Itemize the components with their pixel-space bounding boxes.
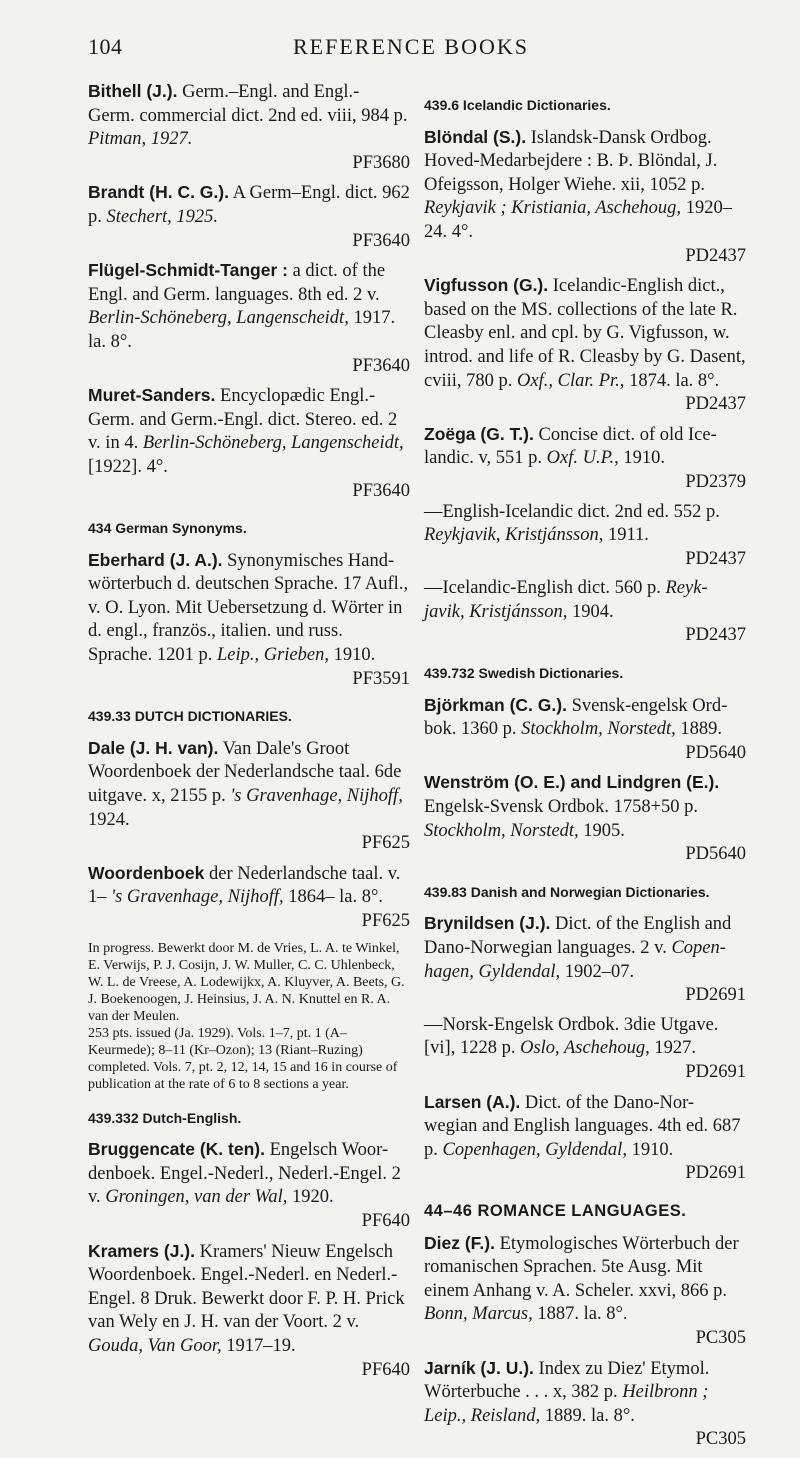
entry-description: Concise dict. of old Ice- landic. v, 551 p. bbox=[424, 424, 717, 469]
entry-imprint: Stockholm, Norstedt, bbox=[424, 820, 579, 841]
entry-imprint: 's Gravenhage, Nijhoff, bbox=[230, 786, 403, 807]
entry-headword: Woordenboek bbox=[88, 862, 205, 883]
shelf-mark: PD2379 bbox=[685, 471, 746, 492]
entry-imprint: Oslo, Aschehoug, bbox=[520, 1038, 650, 1059]
entry-imprint: Heilbronn ; Leip., Reisland, bbox=[424, 1382, 709, 1426]
entry-headword: Blöndal (S.). bbox=[424, 126, 527, 147]
entry-headword: Muret-Sanders. bbox=[88, 385, 216, 406]
bibliography-entry bbox=[88, 549, 410, 692]
entry-description: Germ.–Engl. and Engl.- Germ. commercial dict. 2nd ed. viii, 984 p. bbox=[88, 82, 408, 126]
bibliography-entry bbox=[424, 423, 746, 495]
bibliography-entry bbox=[88, 1240, 410, 1383]
entry-date: 1920. bbox=[292, 1187, 334, 1208]
entry-description: —English-Icelandic dict. 2nd ed. 552 p. bbox=[424, 501, 720, 522]
shelf-mark: PF3640 bbox=[352, 480, 410, 501]
bibliography-entry bbox=[424, 1091, 746, 1186]
shelf-mark: PD2437 bbox=[685, 245, 746, 266]
entry-date: 1910. bbox=[631, 1139, 674, 1160]
entry-headword: Zoëga (G. T.). bbox=[424, 423, 534, 444]
entry-description: Index zu Diez' Etymol. Wörterbuche . . . x, 382 p. bbox=[424, 1358, 710, 1403]
bibliography-entry bbox=[424, 1357, 746, 1452]
bibliography-entry bbox=[88, 181, 410, 253]
page-number: 104 bbox=[88, 34, 123, 59]
shelf-mark: PF625 bbox=[361, 911, 410, 931]
entry-headword: Dale (J. H. van). bbox=[88, 737, 219, 758]
bibliography-entry bbox=[424, 694, 746, 766]
entry-imprint: Berlin-Schöneberg, Langenscheidt, bbox=[88, 308, 349, 329]
bibliography-entry bbox=[424, 1014, 746, 1085]
shelf-mark: PD2437 bbox=[685, 625, 746, 646]
entry-date: 1920– 24. 4°. bbox=[424, 198, 732, 242]
entry-date: 1924. bbox=[88, 809, 130, 830]
entry-headword: Vigfusson (G.). bbox=[424, 275, 549, 296]
shelf-mark: PD2691 bbox=[685, 1163, 746, 1184]
entry-imprint: Oxf., Clar. Pr., bbox=[517, 370, 625, 391]
entry-headword: Eberhard (J. A.). bbox=[88, 549, 223, 570]
entry-description: Svensk-engelsk Ord- bok. 1360 p. bbox=[424, 695, 728, 740]
entry-description: Kramers' Nieuw Engelsch Woordenboek. Engel.-Nederl. en Nederl.- Engel. 8 Druk. Bewerkt door F. P. H. Prick van Wely en J. H. van der Voort. 2 v. bbox=[88, 1241, 405, 1333]
entry-description: Van Dale's Groot Woordenboek der Nederlandsche taal. 6de uitgave. x, 2155 p. bbox=[88, 738, 402, 807]
shelf-mark: PD5640 bbox=[685, 742, 746, 763]
entry-headword: Björkman (C. G.). bbox=[424, 694, 567, 715]
entry-headword: Larsen (A.). bbox=[424, 1091, 521, 1112]
bibliography-entry bbox=[424, 912, 746, 1007]
entry-date: 1911. bbox=[607, 525, 649, 546]
bibliography-entry bbox=[424, 126, 746, 269]
bibliography-entry bbox=[88, 384, 410, 503]
entry-date: [1922]. 4°. bbox=[88, 456, 168, 477]
entry-description: Islandsk-Dansk Ordbog. Hoved-Medarbejdere : B. Þ. Blöndal, J. Ofeigsson, Holger Wiehe. xii, 1052 p. bbox=[424, 127, 718, 195]
shelf-mark: PD2437 bbox=[685, 548, 746, 569]
entry-imprint: Stechert, 1925. bbox=[106, 206, 218, 227]
entry-headword: Wenström (O. E.) and Lindgren (E.). bbox=[424, 772, 720, 793]
entry-date: 1887. la. 8°. bbox=[537, 1304, 628, 1325]
entry-date: 1910. bbox=[333, 645, 376, 666]
section-heading: 439.732 Swedish Dictionaries. bbox=[424, 665, 624, 682]
entry-imprint: Gouda, Van Goor, bbox=[88, 1335, 222, 1356]
bibliography-entry bbox=[424, 1232, 746, 1351]
entry-headword: Flügel-Schmidt-Tanger : bbox=[88, 260, 288, 281]
shelf-mark: PD2691 bbox=[685, 1061, 746, 1082]
section-heading: 439.6 Icelandic Dictionaries. bbox=[424, 97, 611, 113]
entry-date: 1902–07. bbox=[564, 961, 635, 982]
entry-description: Synonymisches Hand- wörterbuch d. deutschen Sprache. 17 Aufl., v. O. Lyon. Mit Uebersetzung d. Wörter in d. engl., französ., italien. und russ. Sprache. 1201 p. bbox=[88, 550, 409, 666]
shelf-mark: PF640 bbox=[361, 1210, 410, 1231]
section-heading: 434 German Synonyms. bbox=[88, 520, 247, 537]
section-heading: 439.83 Danish and Norwegian Dictionaries. bbox=[424, 883, 710, 900]
entry-description: der Nederlandsche taal. v. 1– bbox=[88, 863, 401, 908]
entry-imprint: Leip., Grieben, bbox=[216, 645, 329, 666]
entry-imprint: 's Gravenhage, Nijhoff, bbox=[111, 887, 284, 908]
entry-imprint: Copenhagen, Gyldendal, bbox=[442, 1139, 627, 1160]
entry-imprint: Berlin-Schöneberg, Langenscheidt, bbox=[142, 433, 404, 454]
bibliography-entry bbox=[424, 771, 746, 866]
entry-description: —Icelandic-English dict. 560 p. bbox=[424, 578, 661, 599]
shelf-mark: PF625 bbox=[361, 833, 410, 854]
shelf-mark: PF3640 bbox=[352, 355, 410, 376]
bibliography-entry bbox=[424, 274, 746, 417]
entry-headword: Diez (F.). bbox=[424, 1232, 495, 1253]
bibliography-entry bbox=[88, 259, 410, 378]
note-paragraph: 253 pts. issued (Ja. 1929). Vols. 1–7, pt. 1 (A–Keurmede); 8–11 (Kr–Ozon); 13 (Riant–Ruzing) completed. Vols. 7, pt. 2, 12, 14, 15 and 16 in course of publication at the rate of 6 to 8 sections a year. bbox=[88, 1025, 398, 1092]
right-column bbox=[424, 80, 746, 1458]
bibliography-entry bbox=[88, 862, 410, 934]
bibliography-entry bbox=[424, 577, 746, 648]
entry-imprint: Groningen, van der Wal, bbox=[105, 1187, 288, 1208]
entry-headword: Bithell (J.). bbox=[88, 81, 178, 101]
left-column bbox=[88, 80, 410, 1388]
entry-description: —Norsk-Engelsk Ordbok. 3die Utgave. [vi], 1228 p. bbox=[424, 1014, 719, 1059]
bibliography-entry bbox=[424, 501, 746, 572]
entry-description: Dict. of the English and Dano-Norwegian languages. 2 v. bbox=[424, 914, 732, 958]
entry-headword: Brynildsen (J.). bbox=[424, 913, 551, 934]
entry-date: 1917. la. 8°. bbox=[88, 308, 396, 352]
entry-imprint: Pitman, 1927. bbox=[88, 129, 193, 150]
entry-date: 1864– la. 8°. bbox=[288, 887, 383, 908]
bibliography-entry bbox=[88, 737, 410, 856]
shelf-mark: PF640 bbox=[361, 1359, 410, 1380]
bibliography-entry bbox=[88, 80, 410, 175]
entry-headword: Brandt (H. C. G.). bbox=[88, 182, 229, 203]
page-header bbox=[88, 34, 734, 64]
entry-description: Engelsk-Svensk Ordbok. 1758+50 p. bbox=[424, 797, 699, 818]
running-title: REFERENCE BOOKS bbox=[293, 34, 529, 59]
entry-headword: Jarník (J. U.). bbox=[424, 1357, 534, 1378]
entry-headword: Bruggencate (K. ten). bbox=[88, 1139, 265, 1160]
entry-description: Dict. of the Dano-Nor- wegian and English languages. 4th ed. 687 p. bbox=[424, 1092, 741, 1160]
shelf-mark: PF3591 bbox=[352, 668, 410, 689]
entry-date: 1927. bbox=[654, 1038, 697, 1059]
shelf-mark: PC305 bbox=[695, 1327, 746, 1348]
entry-description: Engelsch Woor- denboek. Engel.-Nederl., Nederl.-Engel. 2 v. bbox=[88, 1140, 401, 1208]
entry-description: Etymologisches Wörterbuch der romanischen Sprachen. 5te Ausg. Mit einem Anhang v. A. Scheler. xxvi, 866 p. bbox=[424, 1233, 739, 1301]
shelf-mark: PC305 bbox=[695, 1429, 746, 1450]
entry-description: Encyclopædic Engl.- Germ. and Germ.-Engl. dict. Stereo. ed. 2 v. in 4. bbox=[88, 386, 398, 454]
entry-date: 1910. bbox=[623, 448, 666, 469]
entry-imprint: Oxf. U.P., bbox=[546, 448, 619, 469]
entry-date: 1889. bbox=[680, 719, 723, 740]
shelf-mark: PD2437 bbox=[685, 394, 746, 415]
entry-date: 1874. la. 8°. bbox=[629, 370, 720, 391]
section-heading: 439.332 Dutch-English. bbox=[88, 1109, 242, 1126]
entry-description: Icelandic-English dict., based on the MS. collections of the late R. Cleasby enl. and cpl. by G. Vigfusson, w. introd. and life of R. Cleasby by G. Dasent, cviii, 780 p. bbox=[424, 276, 746, 391]
entry-imprint: Bonn, Marcus, bbox=[424, 1304, 533, 1325]
entry-note bbox=[88, 940, 410, 1093]
shelf-mark: PF3640 bbox=[352, 230, 410, 251]
entry-date: 1889. la. 8°. bbox=[544, 1405, 635, 1426]
entry-imprint: Reyk- javik, Kristjánsson, bbox=[424, 578, 708, 622]
entry-imprint: Reykjavik, Kristjánsson, bbox=[424, 525, 604, 546]
entry-description: a dict. of the Engl. and Germ. languages. 8th ed. 2 v. bbox=[88, 261, 386, 305]
entry-date: 1905. bbox=[583, 820, 625, 841]
shelf-mark: PF3680 bbox=[352, 152, 410, 173]
entry-date: 1904. bbox=[572, 601, 614, 622]
entry-headword: Kramers (J.). bbox=[88, 1240, 195, 1261]
note-paragraph: In progress. Bewerkt door M. de Vries, L. A. te Winkel, E. Verwijs, P. J. Cosijn, J. W. Muller, C. C. Uhlenbeck, W. L. de Vreese, A. Lodewijkx, A. Kluyver, A. Beets, G. J. Boekenoogen, J. Heinsius, J. A. N. Knuttel en R. A. van der Meulen. bbox=[88, 940, 405, 1024]
entry-imprint: Stockholm, Norstedt, bbox=[521, 719, 676, 740]
section-heading: 439.33 DUTCH DICTIONARIES. bbox=[88, 708, 292, 725]
shelf-mark: PD2691 bbox=[685, 985, 746, 1006]
section-heading: 44–46 ROMANCE LANGUAGES. bbox=[424, 1201, 687, 1220]
entry-description: A Germ–Engl. dict. 962 p. bbox=[88, 183, 410, 227]
bibliography-entry bbox=[88, 1138, 410, 1233]
entry-imprint: Copen- hagen, Gyldendal, bbox=[424, 938, 726, 982]
shelf-mark: PD5640 bbox=[685, 844, 746, 865]
entry-date: 1917–19. bbox=[226, 1335, 296, 1356]
entry-imprint: Reykjavik ; Kristiania, Aschehoug, bbox=[424, 198, 682, 219]
